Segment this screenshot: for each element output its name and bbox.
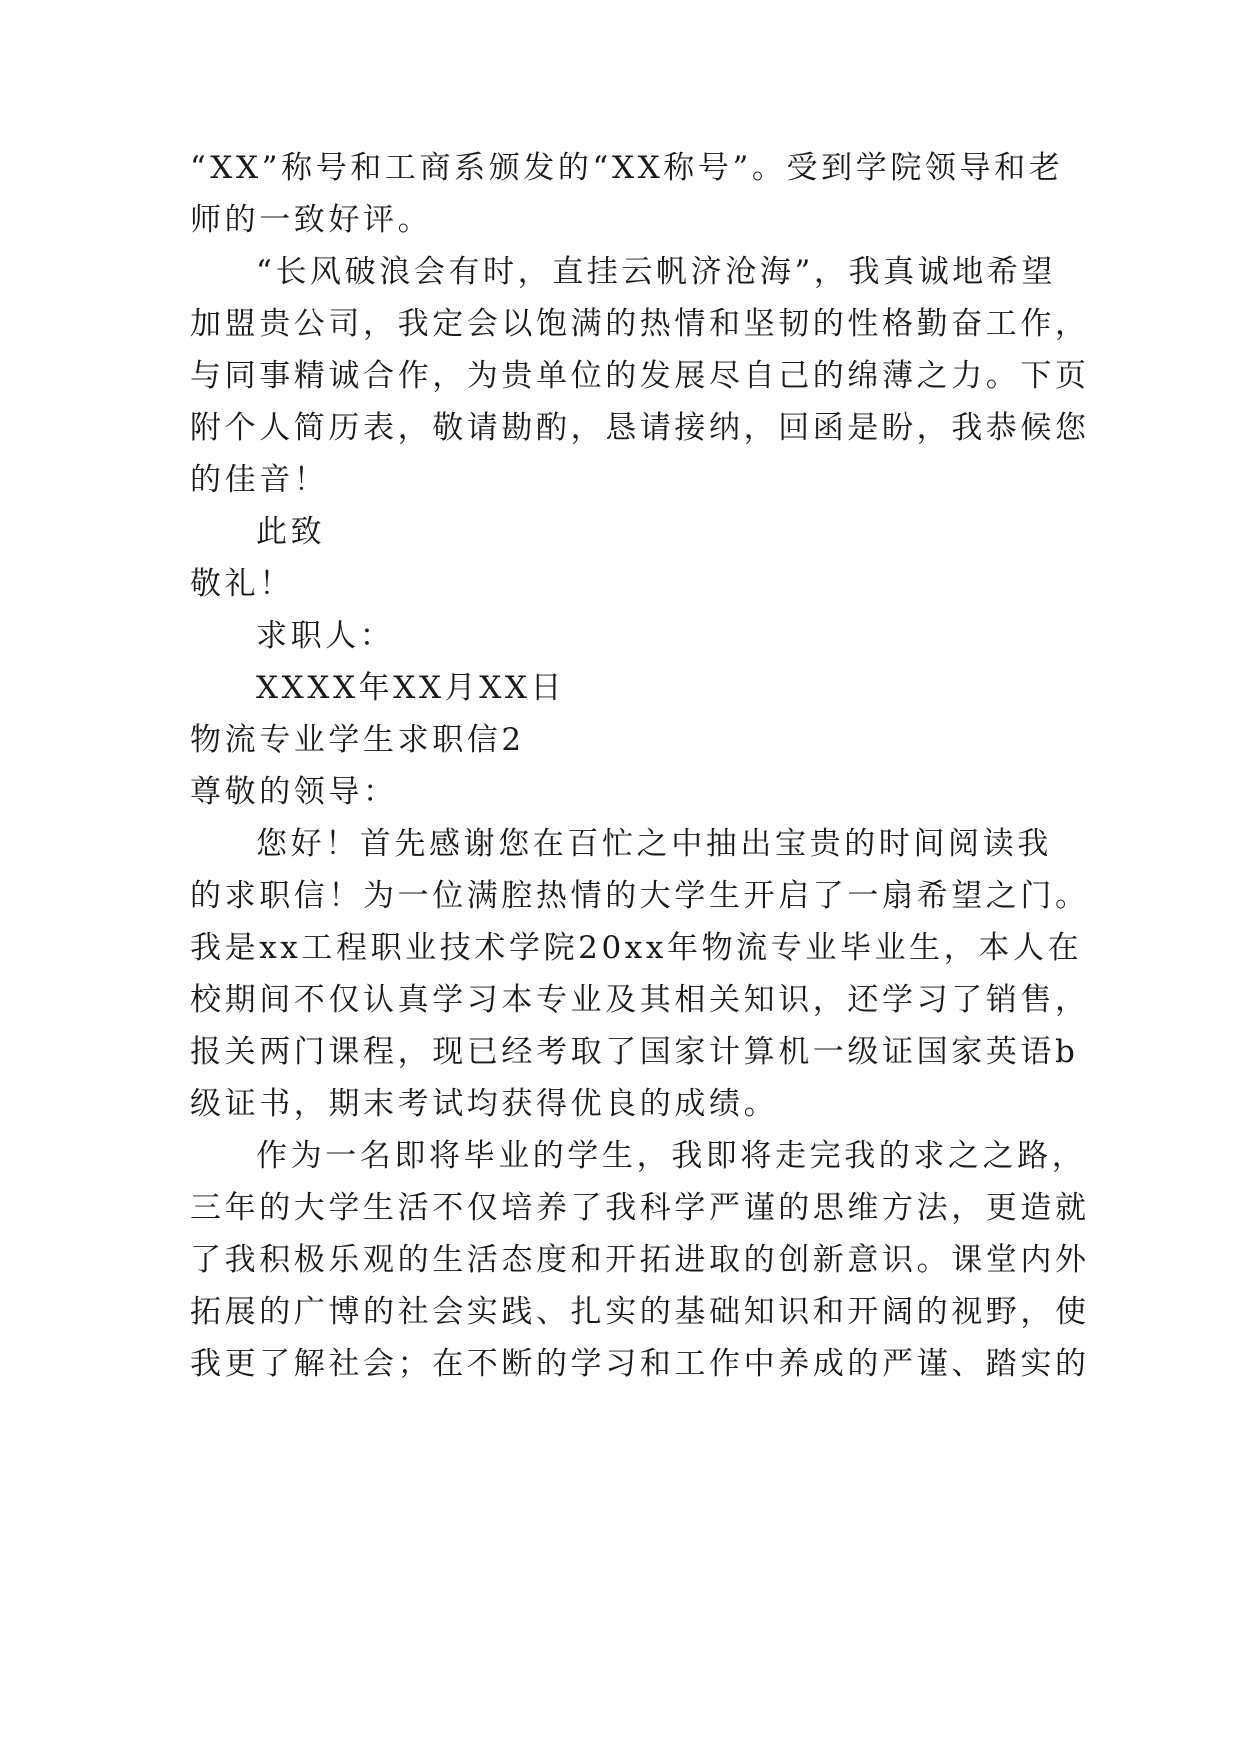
text-line: 师的一致好评。 [190, 202, 433, 238]
text-line: 与同事精诚合作，为贵单位的发展尽自己的绵薄之力。下页 [190, 358, 1090, 394]
text-line: 了我积极乐观的生活态度和开拓进取的创新意识。课堂内外 [190, 1242, 1090, 1278]
text-line: 我是xx工程职业技术学院20xx年物流专业毕业生，本人在 [190, 930, 1083, 966]
greeting: 尊敬的领导： [190, 774, 398, 810]
text-line: 拓展的广博的社会实践、扎实的基础知识和开阔的视野，使 [190, 1294, 1090, 1330]
text-line: 的佳音！ [190, 462, 329, 498]
text-line: 的求职信！为一位满腔热情的大学生开启了一扇希望之门。 [190, 878, 1090, 914]
paragraph-start-line: 作为一名即将毕业的学生，我即将走完我的求之之路， [256, 1138, 1087, 1174]
text-line: 级证书，期末考试均获得优良的成绩。 [190, 1086, 779, 1122]
text-line: 校期间不仅认真学习本专业及其相关知识，还学习了销售， [190, 982, 1090, 1018]
paragraph-start-line: 您好！首先感谢您在百忙之中抽出宝贵的时间阅读我 [256, 826, 1052, 862]
paragraph-start-line: “长风破浪会有时，直挂云帆济沧海”，我真诚地希望 [256, 254, 1057, 290]
text-line: 附个人简历表，敬请勘酌，恳请接纳，回函是盼，我恭候您 [190, 410, 1090, 446]
date-line: XXXX年XX月XX日 [256, 670, 566, 706]
signature-label: 求职人： [256, 618, 395, 654]
closing-salutation: 此致 [256, 514, 326, 550]
closing-regards: 敬礼！ [190, 566, 294, 602]
text-line: 三年的大学生活不仅培养了我科学严谨的思维方法，更造就 [190, 1190, 1090, 1226]
section-title: 物流专业学生求职信2 [190, 722, 525, 758]
text-line: 我更了解社会；在不断的学习和工作中养成的严谨、踏实的 [190, 1346, 1090, 1382]
text-line: 加盟贵公司，我定会以饱满的热情和坚韧的性格勤奋工作， [190, 306, 1090, 342]
text-line: 报关两门课程，现已经考取了国家计算机一级证国家英语b [190, 1034, 1079, 1070]
text-line: “XX”称号和工商系颁发的“XX称号”。受到学院领导和老 [190, 150, 1064, 186]
